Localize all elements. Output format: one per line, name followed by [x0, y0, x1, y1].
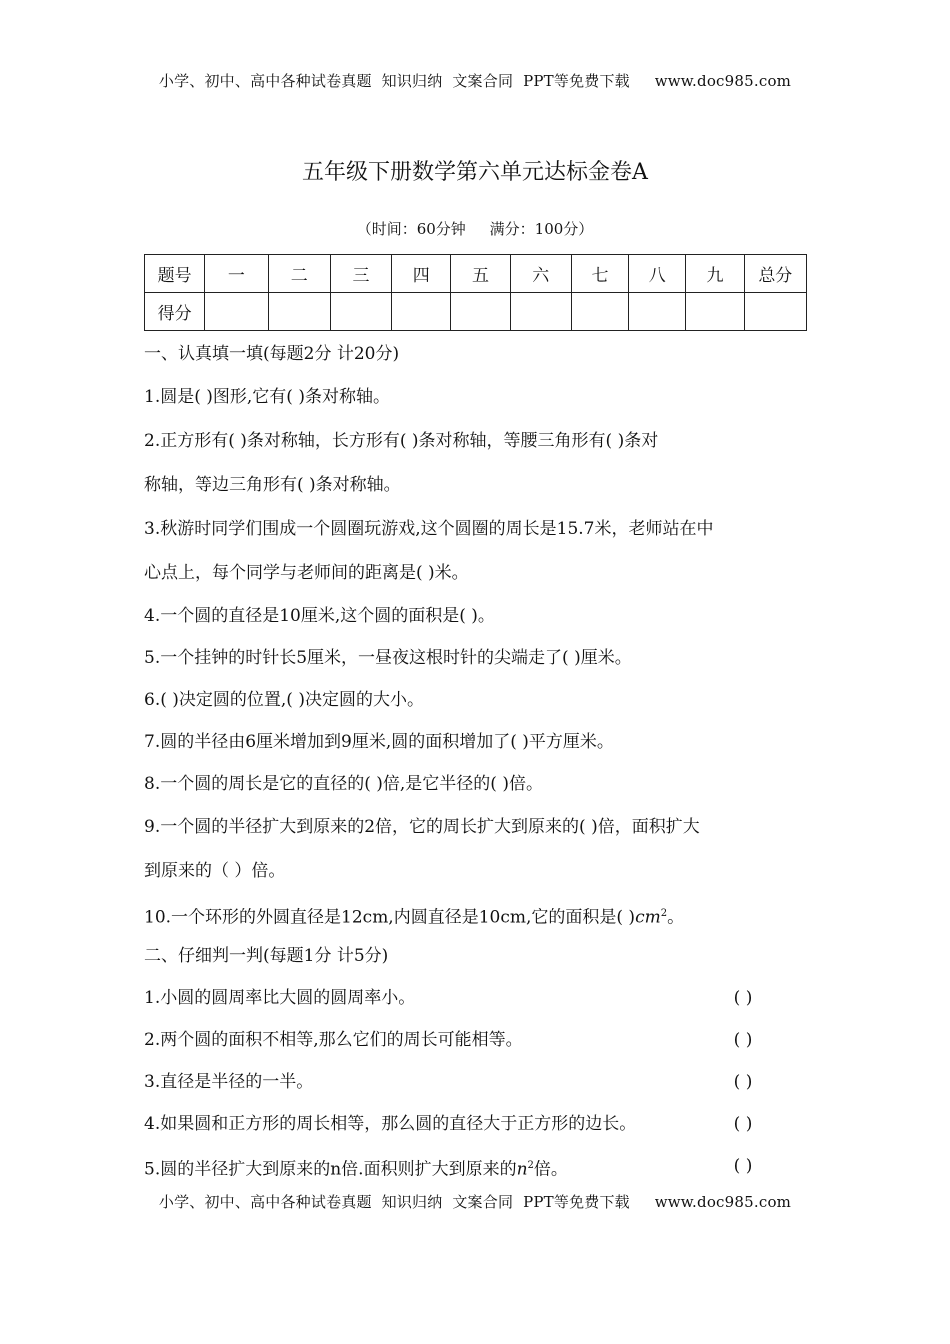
judge-item-2: [144, 1019, 809, 1061]
score-header-cell: 六: [510, 255, 571, 293]
question-2-line2: 称轴，等边三角形有( )条对称轴。: [144, 475, 401, 495]
score-cell[interactable]: [451, 293, 510, 331]
exam-content: [144, 333, 809, 1187]
score-cell[interactable]: [205, 293, 268, 331]
question-6: 6.( )决定圆的位置,( )决定圆的大小。: [144, 690, 424, 710]
judge-item-1: [144, 977, 809, 1019]
judge-5-text: [144, 1145, 568, 1187]
judge-4-text: 4.如果圆和正方形的周长相等，那么圆的直径大于正方形的边长。: [144, 1114, 637, 1134]
question-4: 4.一个圆的直径是10厘米,这个圆的面积是( )。: [144, 606, 495, 626]
judge-item-5: [144, 1145, 809, 1187]
judge-item-3: [144, 1061, 809, 1103]
answer-blank[interactable]: ( ): [733, 1030, 753, 1050]
exam-info: （时间：60分钟 满分：100分）: [356, 220, 594, 238]
judge-3-text: 3.直径是半径的一半。: [144, 1072, 314, 1092]
answer-blank[interactable]: ( ): [733, 988, 753, 1008]
question-10-text: 10.一个环形的外圆直径是12cm,内圆直径是10cm,它的面积是( ): [144, 907, 636, 928]
score-cell[interactable]: [571, 293, 628, 331]
score-cell[interactable]: [510, 293, 571, 331]
score-header-cell: 二: [268, 255, 330, 293]
judge-5-text-pre: 5.圆的半径扩大到原来的n倍.面积则扩大到原来的: [144, 1159, 517, 1180]
header-banner: 小学、初中、高中各种试卷真题 知识归纳 文案合同 PPT等免费下载 www.doc985.com: [158, 72, 792, 90]
score-cell[interactable]: [629, 293, 686, 331]
judge-5-variable: n: [516, 1159, 528, 1180]
question-1: 1.圆是( )图形,它有( )条对称轴。: [144, 387, 390, 407]
score-header-cell: 五: [451, 255, 510, 293]
section2-heading: 二、仔细判一判(每题1分 计5分): [144, 946, 389, 966]
score-header-cell: 三: [330, 255, 391, 293]
question-9-line2: 到原来的（ ）倍。: [144, 861, 286, 881]
question-3-line2: 心点上，每个同学与老师间的距离是( )米。: [144, 563, 469, 583]
score-header-cell: 一: [205, 255, 268, 293]
question-10: [144, 893, 809, 935]
question-5: 5.一个挂钟的时针长5厘米，一昼夜这根时针的尖端走了( )厘米。: [144, 648, 632, 668]
section1-heading: 一、认真填一填(每题2分 计20分): [144, 344, 400, 364]
answer-blank[interactable]: ( ): [733, 1072, 753, 1092]
question-3-line1: 3.秋游时同学们围成一个圆圈玩游戏,这个圆圈的周长是15.7米，老师站在中: [144, 519, 714, 539]
judge-1-text: 1.小圆的圆周率比大圆的圆周率小。: [144, 988, 416, 1008]
score-header-cell: 九: [686, 255, 744, 293]
judge-item-4: [144, 1103, 809, 1145]
score-cell[interactable]: [686, 293, 744, 331]
score-header-cell: 总分: [744, 255, 806, 293]
score-header-cell: 八: [629, 255, 686, 293]
score-table-score-row: [145, 293, 807, 331]
question-2-line1: 2.正方形有( )条对称轴，长方形有( )条对称轴，等腰三角形有( )条对: [144, 431, 659, 451]
score-table: [144, 254, 807, 331]
question-8: 8.一个圆的周长是它的直径的( )倍,是它半径的( )倍。: [144, 774, 543, 794]
score-cell[interactable]: [330, 293, 391, 331]
judge-2-text: 2.两个圆的面积不相等,那么它们的周长可能相等。: [144, 1030, 523, 1050]
answer-blank[interactable]: ( ): [733, 1114, 753, 1134]
answer-blank[interactable]: ( ): [733, 1156, 753, 1176]
question-7: 7.圆的半径由6厘米增加到9厘米,圆的面积增加了( )平方厘米。: [144, 732, 614, 752]
question-10-exponent: 2: [660, 908, 668, 919]
score-header-cell: 四: [392, 255, 451, 293]
score-header-cell: 七: [571, 255, 628, 293]
page-title: 五年级下册数学第六单元达标金卷A: [302, 160, 648, 185]
judge-5-exponent: 2: [527, 1160, 534, 1171]
score-cell[interactable]: [744, 293, 806, 331]
question-10-end: 。: [667, 907, 685, 928]
score-cell[interactable]: [268, 293, 330, 331]
question-10-unit: cm: [635, 907, 661, 928]
question-9-line1: 9.一个圆的半径扩大到原来的2倍，它的周长扩大到原来的( )倍，面积扩大: [144, 817, 700, 837]
footer-banner: 小学、初中、高中各种试卷真题 知识归纳 文案合同 PPT等免费下载 www.doc985.com: [158, 1193, 792, 1211]
score-table-header-row: [145, 255, 807, 293]
score-cell[interactable]: [392, 293, 451, 331]
score-row-label: 得分: [145, 293, 205, 331]
judge-5-text-post: 倍。: [533, 1159, 568, 1180]
score-header-cell: 题号: [145, 255, 205, 293]
